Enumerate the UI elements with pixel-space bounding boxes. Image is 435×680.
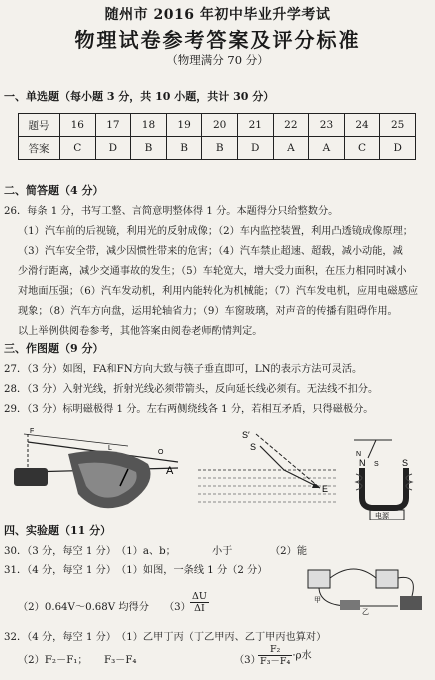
- q28-text: 28．（3 分）入射光线，折射光线必须带箭头，反向延长线必须有。无法线不扣分。: [4, 384, 379, 395]
- answer-cell: A: [309, 137, 345, 160]
- wire: [330, 569, 376, 578]
- q32-formula: [258, 644, 312, 667]
- q31-formula: [190, 591, 209, 614]
- battery: [400, 596, 422, 610]
- q30-answer-3: （2）能: [270, 546, 308, 557]
- fraction-denominator: F₃－F₄: [260, 656, 291, 667]
- q26-line: （1）汽车前的后视镜，利用光的反射成像；（2）车内监控装置，利用凸透镜成像原理；: [18, 226, 413, 237]
- row-label-answer: 答案: [19, 137, 60, 160]
- label-l: L: [108, 445, 112, 452]
- q26-line: 以上举例供阅卷参考，其他答案由阅卷老师酌情判定。: [18, 326, 263, 337]
- q31-answer-2: （2）0.64V～0.68V 均得分: [18, 602, 149, 613]
- label-n-pole: N: [359, 458, 366, 468]
- arrow-head: [312, 483, 320, 488]
- q32-answer-3-label: （3）: [234, 655, 261, 666]
- q27-text: 27．（3 分）如图，FA和FN方向大致与筷子垂直即可，LN的表示方法可灵活。: [4, 364, 363, 375]
- section-2-heading: 二、简答题（4 分）: [4, 184, 104, 197]
- figure-chopsticks-lever: [8, 424, 188, 520]
- exam-title: 随州市 2016 年初中毕业升学考试: [104, 7, 331, 23]
- label-s-prime: S′: [242, 430, 250, 440]
- answer-cell: C: [344, 137, 380, 160]
- q32-text: 32．（4 分，每空 1 分） （1）乙甲丁丙（丁乙甲丙、乙丁甲丙也算对）: [4, 632, 327, 643]
- q31-text: 31．（4 分，每空 1 分） （1）如图，一条线 1 分（2 分）: [4, 565, 268, 576]
- question-number: 19: [166, 114, 202, 137]
- q32-answer-2a: （2）F₂－F₁；: [18, 655, 88, 666]
- q26-line: 现象；（8）汽车方向盘，运用轮轴省力；（9）车窗玻璃，对声音的传播有阻碍作用。: [18, 306, 398, 317]
- label-s-needle: S: [374, 461, 379, 468]
- voltmeter: [308, 570, 330, 588]
- question-number: 24: [344, 114, 380, 137]
- q29-text: 29．（3 分）标明磁极得 1 分。左右两侧绕线各 1 分，若相互矛盾，只得磁极分。: [4, 404, 374, 415]
- document-subtitle: （物理满分 70 分）: [166, 53, 269, 67]
- label-o: O: [158, 449, 164, 456]
- table-row-answers: [19, 137, 416, 160]
- question-number: 21: [237, 114, 273, 137]
- label-jia: 甲: [314, 596, 321, 604]
- q26-line: （3）汽车安全带，减少因惯性带来的危害；（4）汽车禁止超速、超载，减小动能，减: [18, 246, 403, 257]
- label-s-pole: S: [402, 458, 409, 468]
- fraction-density: [258, 644, 292, 667]
- virtual-ray: [256, 434, 320, 488]
- figure-refraction: [192, 426, 340, 520]
- rho-water: ·ρ水: [292, 650, 312, 662]
- question-number: 22: [273, 114, 309, 137]
- answer-cell: A: [273, 137, 309, 160]
- label-n-needle: N: [356, 451, 362, 458]
- fraction-numerator: ΔU: [192, 591, 207, 602]
- answer-cell: B: [202, 137, 238, 160]
- q26-line: 少滑行距离，减少交通事故的发生；（5）车轮宽大，增大受力面积，在压力相同时减小: [18, 266, 407, 277]
- answer-cell: B: [166, 137, 202, 160]
- answer-cell: B: [131, 137, 167, 160]
- label-a: A: [166, 465, 174, 477]
- figure-circuit: [300, 556, 428, 616]
- section-1-heading: 一、单选题（每小题 3 分，共 10 小题，共计 30 分）: [4, 90, 275, 103]
- answer-cell: D: [237, 137, 273, 160]
- label-yi: 乙: [362, 608, 369, 616]
- power-supply-label: 电源: [375, 512, 389, 520]
- incident-ray: [260, 446, 284, 470]
- question-number: 20: [202, 114, 238, 137]
- fraction-du-di: [190, 591, 209, 614]
- question-number: 18: [131, 114, 167, 137]
- q32-answer-2b: F₃－F₄: [104, 655, 137, 666]
- question-number: 25: [380, 114, 416, 137]
- q30-answer-2: 小于: [212, 546, 233, 557]
- fraction-numerator: F₂: [258, 644, 292, 656]
- label-f: F: [30, 428, 35, 435]
- answer-cell: D: [380, 137, 416, 160]
- label-s: S: [250, 442, 257, 452]
- figure-electromagnet: [350, 428, 430, 520]
- question-number: 16: [60, 114, 96, 137]
- wire: [398, 577, 413, 596]
- u-core: [362, 468, 406, 508]
- food-object: [14, 468, 48, 486]
- question-number: 23: [309, 114, 345, 137]
- section-3-heading: 三、作图题（9 分）: [4, 342, 104, 355]
- compass-needle: [368, 440, 376, 458]
- answer-table: [18, 113, 416, 160]
- ammeter: [376, 570, 398, 588]
- resistor: [340, 600, 360, 610]
- question-number: 17: [95, 114, 131, 137]
- answer-cell: D: [95, 137, 131, 160]
- row-label-question: 题号: [19, 114, 60, 137]
- q30-text: 30．（3 分，每空 1 分） （1）a、b；: [4, 546, 176, 557]
- label-e: E: [322, 484, 329, 494]
- q31-answer-3-label: （3）: [164, 602, 191, 613]
- answer-cell: C: [60, 137, 96, 160]
- force-arm-line: [24, 434, 128, 446]
- q26-line: 对地面压强；（6）汽车发动机，利用内能转化为机械能；（7）汽车发电机，应用电磁感应: [18, 286, 419, 297]
- fraction-denominator: ΔI: [194, 603, 205, 614]
- q26-text: 26．每条 1 分，书写工整、言简意明整体得 1 分。本题得分只给整数分。: [4, 206, 339, 217]
- document-title: 物理试卷参考答案及评分标准: [74, 28, 361, 52]
- table-row-question-numbers: [19, 114, 416, 137]
- section-4-heading: 四、实验题（11 分）: [4, 524, 112, 537]
